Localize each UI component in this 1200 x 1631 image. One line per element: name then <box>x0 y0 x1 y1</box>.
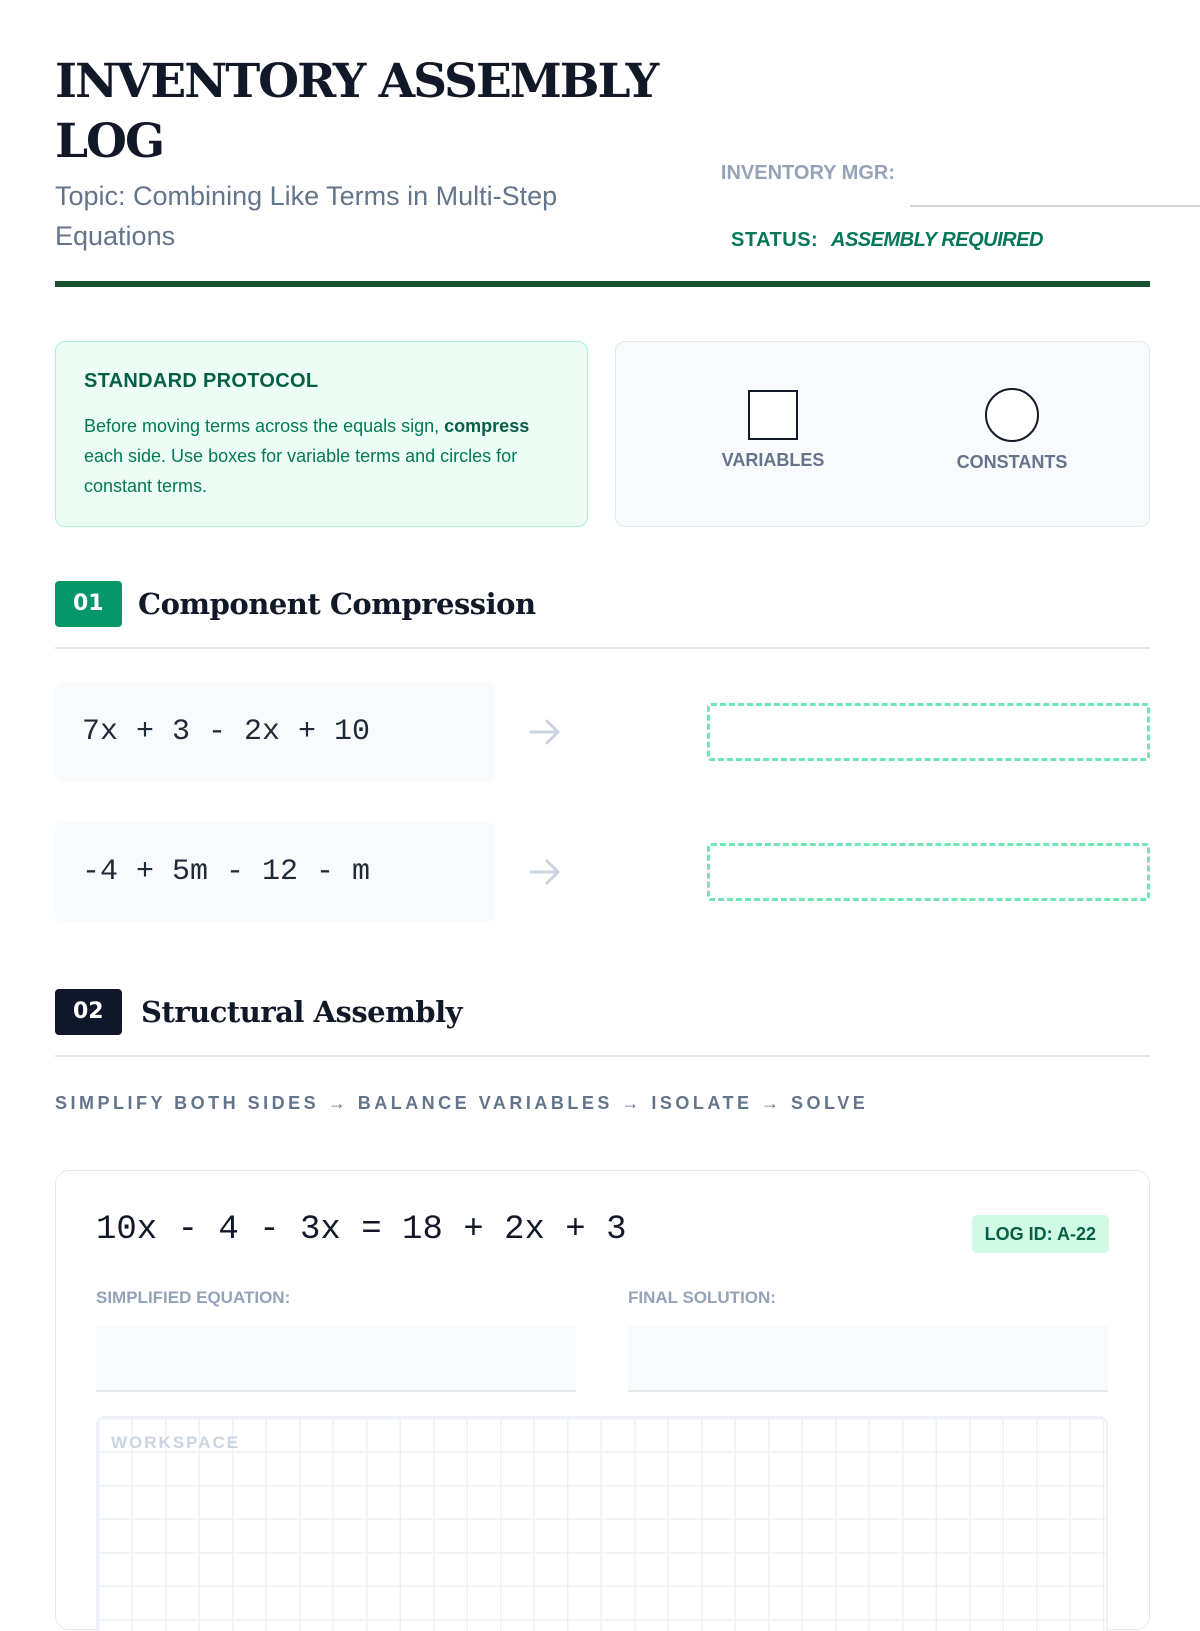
procedure-steps: SIMPLIFY BOTH SIDES → BALANCE VARIABLES → ISOLATE → SOLVE <box>55 1093 869 1113</box>
expression-box: 7x + 3 - 2x + 10 <box>55 682 495 782</box>
worksheet-header <box>55 0 1150 290</box>
workspace-label: WORKSPACE <box>111 1433 241 1452</box>
section-title: Component Compression <box>138 587 536 621</box>
simplified-equation-label: SIMPLIFIED EQUATION: <box>96 1288 291 1307</box>
final-solution-label: FINAL SOLUTION: <box>628 1288 776 1307</box>
section-header-compression <box>55 581 1150 649</box>
page-title: INVENTORY ASSEMBLY LOG <box>55 54 658 169</box>
problem-equation: 10x - 4 - 3x = 18 + 2x + 3 <box>96 1211 627 1249</box>
simplified-equation-field[interactable] <box>96 1326 576 1392</box>
legend-constants-label: CONSTANTS <box>956 452 1068 472</box>
section-number-badge: 01 <box>55 581 122 627</box>
expression-box: -4 + 5m - 12 - m <box>55 822 495 922</box>
inventory-manager-label: INVENTORY MGR: <box>720 162 895 184</box>
symbol-legend-panel <box>615 341 1150 527</box>
worksheet-page <box>55 0 1150 1452</box>
inventory-manager-field[interactable] <box>910 205 1200 207</box>
answer-box[interactable] <box>707 703 1150 761</box>
circle-icon <box>985 388 1039 442</box>
section-header-assembly <box>55 989 1150 1057</box>
protocol-text <box>84 411 559 501</box>
legend-variables <box>693 390 853 471</box>
status-value: ASSEMBLY REQUIRED <box>831 229 1043 251</box>
final-solution-field[interactable] <box>628 1326 1108 1392</box>
square-icon <box>748 390 798 440</box>
status-label: STATUS: <box>731 229 819 251</box>
log-id-badge: LOG ID: A-22 <box>972 1215 1109 1253</box>
arrow-right-icon <box>525 712 565 752</box>
workspace-grid[interactable] <box>96 1416 1108 1631</box>
answer-box[interactable] <box>707 843 1150 901</box>
protocol-text-part: each side. Use boxes for variable terms and circles for constant terms. <box>84 446 518 496</box>
protocol-text-part: Before moving terms across the equals sign, <box>84 416 445 436</box>
legend-variables-label: VARIABLES <box>721 450 825 470</box>
section-title: Structural Assembly <box>141 995 462 1029</box>
protocol-text-emphasis: compress <box>444 416 530 436</box>
section-number-badge: 02 <box>55 989 122 1035</box>
page-subtitle: Topic: Combining Like Terms in Multi-Step Equations <box>55 181 558 251</box>
arrow-right-icon <box>525 852 565 892</box>
legend-constants <box>932 390 1092 473</box>
assembly-problem-card <box>55 1170 1150 1630</box>
standard-protocol-panel <box>55 341 588 527</box>
protocol-title: STANDARD PROTOCOL <box>84 370 319 392</box>
header-divider <box>55 281 1150 287</box>
